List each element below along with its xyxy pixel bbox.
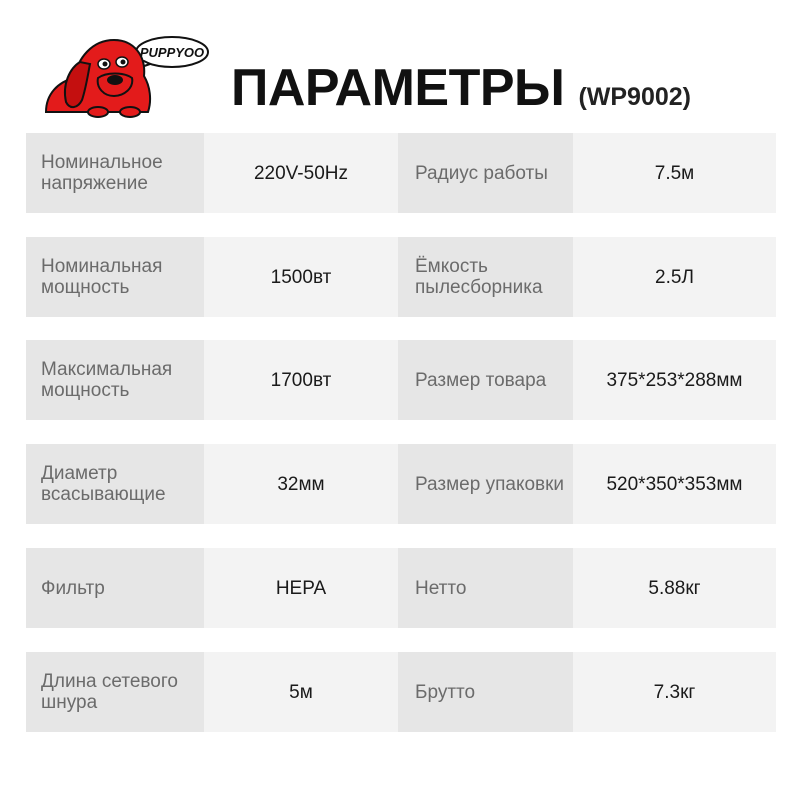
spec-label: Нетто xyxy=(415,577,467,599)
spec-value: 7.5м xyxy=(573,133,776,213)
spec-label: Номинальная мощность xyxy=(41,256,163,298)
brand-logo xyxy=(40,32,212,118)
spec-row xyxy=(26,444,776,524)
spec-label: Размер упаковки xyxy=(415,473,565,495)
spec-value: 220V-50Hz xyxy=(204,133,398,213)
spec-value: 1700вт xyxy=(204,340,398,420)
spec-value: 1500вт xyxy=(204,237,398,317)
spec-row xyxy=(26,548,776,628)
spec-label: Радиус работы xyxy=(415,162,548,184)
spec-value: 2.5Л xyxy=(573,237,776,317)
spec-value: 375*253*288мм xyxy=(573,340,776,420)
spec-label: Длина сетевого шнура xyxy=(41,671,178,713)
spec-value: 7.3кг xyxy=(573,652,776,732)
spec-label: Фильтр xyxy=(41,577,105,599)
spec-row xyxy=(26,340,776,420)
dog-mascot-icon xyxy=(40,32,212,118)
spec-row xyxy=(26,652,776,732)
spec-label: Диаметр всасывающие xyxy=(41,463,166,505)
spec-row xyxy=(26,133,776,213)
model-number: (WP9002) xyxy=(578,83,691,111)
spec-value: 32мм xyxy=(204,444,398,524)
spec-row xyxy=(26,237,776,317)
spec-label: Размер товара xyxy=(415,369,547,391)
spec-value: 5.88кг xyxy=(573,548,776,628)
title-text: ПАРАМЕТРЫ xyxy=(231,59,565,117)
spec-label: Брутто xyxy=(415,681,476,703)
spec-value: HEPA xyxy=(204,548,398,628)
spec-label: Максимальная мощность xyxy=(41,359,173,401)
spec-label: Ёмкость пылесборника xyxy=(415,256,543,298)
spec-value: 5м xyxy=(204,652,398,732)
spec-value: 520*350*353мм xyxy=(573,444,776,524)
spec-label: Номинальное напряжение xyxy=(41,152,163,194)
page-title xyxy=(231,58,691,118)
logo-brand-text: PUPPYOO xyxy=(139,45,205,60)
